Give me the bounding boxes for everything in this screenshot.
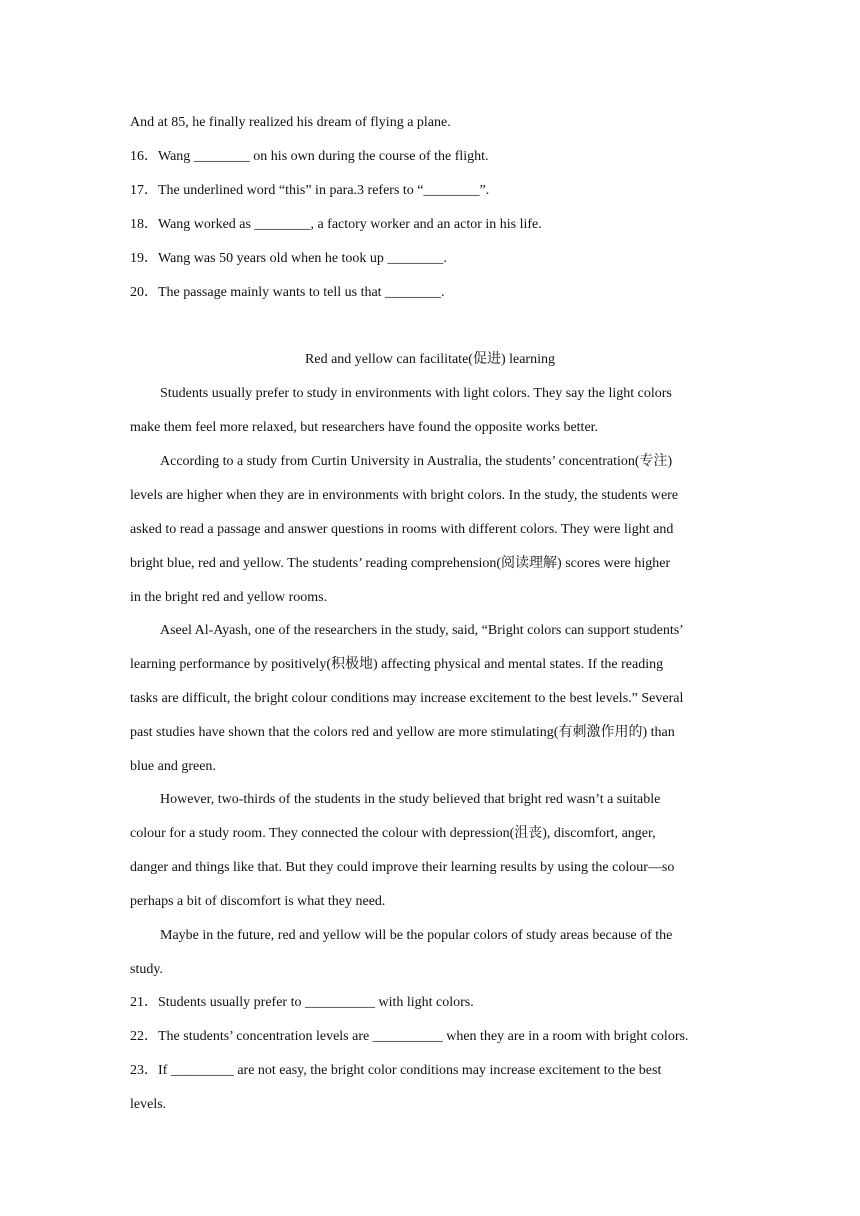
paragraph-4-line: colour for a study room. They connected the colour with depression(沮丧), discomfort, anger,	[130, 826, 656, 841]
paragraph-3-line: blue and green.	[130, 759, 216, 774]
paragraph-3-line: tasks are difficult, the bright colour conditions may increase excitement to the best levels.” Several	[130, 691, 684, 706]
paragraph-5-line: study.	[130, 962, 163, 977]
paragraph-1-line: Students usually prefer to study in environments with light colors. They say the light colors	[160, 386, 672, 401]
question-17: 17．The underlined word “this” in para.3 refers to “________”.	[130, 183, 490, 198]
paragraph-2-line: levels are higher when they are in environments with bright colors. In the study, the students were	[130, 488, 679, 503]
paragraph-3-line: Aseel Al-Ayash, one of the researchers in the study, said, “Bright colors can support students’	[160, 623, 684, 638]
question-18: 18．Wang worked as ________, a factory worker and an actor in his life.	[130, 217, 542, 232]
paragraph-1-line: make them feel more relaxed, but researchers have found the opposite works better.	[130, 420, 599, 435]
question-19: 19．Wang was 50 years old when he took up ________.	[130, 251, 447, 266]
paragraph-2-line: bright blue, red and yellow. The students’ reading comprehension(阅读理解) scores were higher	[130, 556, 671, 571]
question-16: 16．Wang ________ on his own during the course of the flight.	[130, 149, 489, 164]
paragraph-3-line: learning performance by positively(积极地) affecting physical and mental states. If the reading	[130, 657, 664, 672]
paragraph-4-line: perhaps a bit of discomfort is what they need.	[130, 894, 386, 909]
paragraph-2-line: asked to read a passage and answer questions in rooms with different colors. They were light and	[130, 522, 674, 537]
question-20: 20．The passage mainly wants to tell us that ________.	[130, 285, 445, 300]
paragraph-4-line: However, two-thirds of the students in the study believed that bright red wasn’t a suitable	[160, 792, 661, 807]
question-22: 22．The students’ concentration levels are __________ when they are in a room with bright colors.	[130, 1029, 689, 1044]
paragraph-2-line: in the bright red and yellow rooms.	[130, 590, 328, 605]
question-23-continued: levels.	[130, 1097, 167, 1112]
paragraph-5-line: Maybe in the future, red and yellow will be the popular colors of study areas because of the	[160, 928, 673, 943]
question-21: 21．Students usually prefer to __________ with light colors.	[130, 995, 474, 1010]
question-23: 23．If _________ are not easy, the bright color conditions may increase excitement to the best	[130, 1063, 662, 1078]
passage-closing-sentence: And at 85, he finally realized his dream of flying a plane.	[130, 115, 451, 130]
paragraph-2-line: According to a study from Curtin University in Australia, the students’ concentration(专注)	[160, 454, 673, 469]
article-title: Red and yellow can facilitate(促进) learning	[305, 352, 555, 367]
paragraph-4-line: danger and things like that. But they could improve their learning results by using the colour—so	[130, 860, 675, 875]
paragraph-3-line: past studies have shown that the colors red and yellow are more stimulating(有刺激作用的) than	[130, 725, 675, 740]
